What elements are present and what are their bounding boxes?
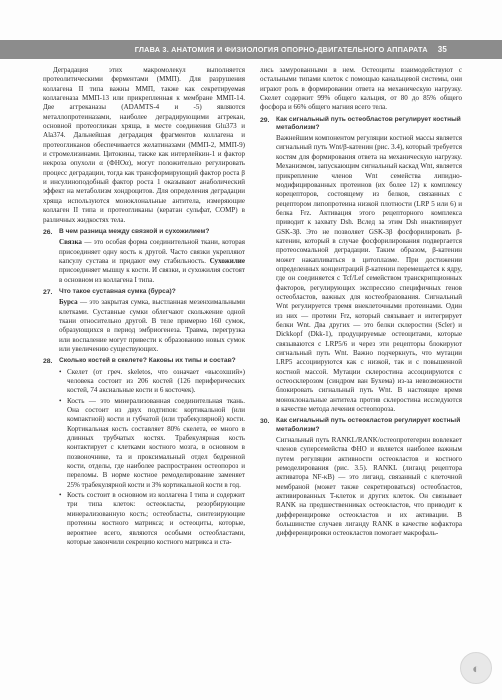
answer-27 <box>43 298 245 354</box>
question-text: Что такое суставная сумка (бурса)? <box>59 287 176 295</box>
question-text: В чем разница между связкой и сухожилием? <box>59 227 210 235</box>
question-number: 29. <box>260 116 270 124</box>
answer-28-list <box>43 368 245 548</box>
term: Сухожилие <box>209 256 245 265</box>
answer-26 <box>43 238 245 285</box>
answer-text: — это закрытая сумка, выстланная мезенхимальными клетками. Суставные сумки облегчают скольжение одной ткани относительно другой. В теле примерно 160 сумок, образующихся в период эмбриогенеза. Травма, перегрузка или воспаление могут привести к образованию новых сумок или увеличению существующих. <box>59 298 245 353</box>
list-item: • Скелет (от греч. skeletos, что означает «высохший») человека состоит из 206 костей (126 периферических костей, 74 аксиальные кости и 6 косточек). <box>67 368 245 396</box>
question-29 <box>260 116 462 133</box>
chapter-title: ГЛАВА 3. АНАТОМИЯ И ФИЗИОЛОГИЯ ОПОРНО-ДВИГАТЕЛЬНОГО АППАРАТА <box>134 45 428 54</box>
question-text: Сколько костей в скелете? Каковы их типы и состав? <box>59 357 236 365</box>
paragraph: лись замурованными в нем. Остеоциты взаимодействуют с остальными типами клеток с помощью канальцевой системы, они играют роль в формировании ответа на механическую нагрузку. Скелет содержит 99% общего кальция, от 80 до 85% общего фосфора и 66% общего магния всего тела. <box>260 66 462 112</box>
question-number: 27. <box>43 288 53 296</box>
question-28 <box>43 357 245 366</box>
question-text: Как сигнальный путь остеокластов регулирует костный метаболизм? <box>276 417 461 434</box>
publisher-logo-icon <box>460 652 492 684</box>
answer-30 <box>260 436 462 539</box>
term: Связка <box>59 238 82 247</box>
answer-text: — это особая форма соединительной ткани, которая присоединяет одну кость к другой. Часто связки укрепляют капсулу сустава и придают ему стабильность. <box>59 238 245 265</box>
question-26 <box>43 228 245 237</box>
page-number: 35 <box>437 45 447 54</box>
list-item: • Кость — это минерализованная соединительная ткань. Она состоит из двух подтипов: кортикальной (или компактной) кости и губчатой (или трабекулярной) кости. Кортикальная кость составляет 80% скелета, ее много в длинных трубчатых костях. Трабекулярная кость контактирует с клетками костного мозга, в основном в позвоночнике, та и проксимальный отдел бедренной кости, отделы, где наиболее распространен остеопороз и переломы. В норме костное ремоделирование заменяет 25% трабекулярной кости и 3% кортикальной кости в год. <box>67 397 245 490</box>
answer-text: присоединяет мышцу к кости. И связки, и сухожилия состоят в основном из коллагена I типа. <box>59 266 245 284</box>
paragraph: Деградация этих макромолекул выполняется протеолитическими ферментами (ММП). Для разрушения коллагена II типа важны ММП, также как секретируемая коллагеназа ММП-13 или прикрепленная к мембране ММП-14. Две аггреканазы (ADAMTS-4 и -5) являются металлопротеиназами, наиболее деградирующими аггрекан, основной протеогликан хряща, в месте соединения Glu373 и Ala374. Дальнейшая деградация фрагментов коллагена и протеогликанов обеспечивается желатиназами (ММП-2, ММП-9) и стромелизинами. Цитокины, также как интерлейкин-1 и фактор некроза опухоли α (ФНОα), могут положительно регулировать процесс деградации, тогда как трансформирующий фактор роста β и инсулиноподобный фактор роста 1 оказывают анаболический эффект на метаболизм хондроцитов. Для определения деградации хряща используются моноклональные антитела, измеряющие коллаген II типа и протеогликаны (кератан сульфат, COMP) в различных жидкостях тела. <box>43 66 245 224</box>
question-number: 28. <box>43 358 53 366</box>
question-30 <box>260 417 462 434</box>
question-text: Как сигнальный путь остеобластов регулирует костный метаболизм? <box>276 115 461 132</box>
list-item: • Кость состоит в основном из коллагена I типа и содержит три типа клеток: остеокласты, резорбирующие минерализованную кость; остеобласты, синтезирующие протеины костного матрикса; и остеоциты, которые, вероятнее всего, являются особыми остеобластами, которые закончили секрецию костного матрикса и ста- <box>67 491 245 547</box>
answer-paragraph: Сигнальный путь RANKL/RANK/остеопротегерин вовлекает членов суперсемейства ФНО и является наиболее важным путем регуляции активности остеокластов и костного ремоделирования (рис. 3.5). RANKL (лиганд рецептора активатора NF-κB) — это лиганд, связанный с клеточной мембраной (может также секретироваться) остеобластов, активированных T-клеток и других клеток. Он связывает RANK на предшественниках остеокластов, что приводит к дифференцировке остеокластов и их активации. В большинстве случаев лиганду RANK в качестве кофактора дифференцировки остеокластов помогает макрофаль- <box>276 435 462 538</box>
logo-glyph: ◐ <box>472 660 480 676</box>
question-27 <box>43 288 245 297</box>
left-column <box>43 66 245 548</box>
question-number: 30. <box>260 418 270 426</box>
term: Бурса <box>59 298 78 307</box>
running-header <box>0 40 502 59</box>
answer-paragraph: Важнейшим компонентом регуляции костной массы является сигнальный путь Wnt/β-катенин (рис. 3.4), который требуется костям для формирования ответа на механическую нагрузку. Механизмом, запускающим сигнальный каскад Wnt, является прикрепление членов Wnt семейства липидно-модифицированных протеинов (их более 12) к комплексу корецепторов, состоящему из белков, связанных с рецептором липопротеина низкой плотности (LRP 5 или 6) и белка Frz. Активация этого рецепторного комплекса приводит к захвату Dsh. Вслед за этим Dsh инактивирует GSK-3β. Это не позволяет GSK-3β фосфорилировать β-катенин, который в случае фосфорилирования подвергается протеосомальной деградации. Таким образом, β-катенин может накапливаться в цитоплазме. При достижении определенных концентраций β-катенин перемещается к ядру, где он соединяется с Tcf/Lef семейством транскрипционных факторов, регулирующих экспрессию специфичных генов остеобластов, важных для костеобразования. Сигнальный Wnt регулируется тремя внеклеточными протеинами. Один из них — протеин Frz, который связывает и интегрирует белки Wnt. Два других — это белки склеростин (Sclеr) и Dickkopf (Dkk-1), продуцируемые остеоцитами, которые связываются с LRP5/6 и через эти рецепторы блокируют сигнальный путь Wnt. Важно подчеркнуть, что мутации LRP5 ассоциируются как с низкой, так и с повышенной костной массой. Мутации склеростина ассоциируются с остеосклерозом (синдром ван Бухема) из-за невозможности блокировать сигнальный путь Wnt. В настоящее время моноклональные антитела против склеростина исследуются в качестве метода лечения остеопороза. <box>276 134 462 414</box>
answer-29 <box>260 134 462 414</box>
answer-paragraph <box>59 238 245 285</box>
right-column <box>260 66 462 540</box>
question-number: 26. <box>43 228 53 236</box>
answer-paragraph <box>59 298 245 354</box>
